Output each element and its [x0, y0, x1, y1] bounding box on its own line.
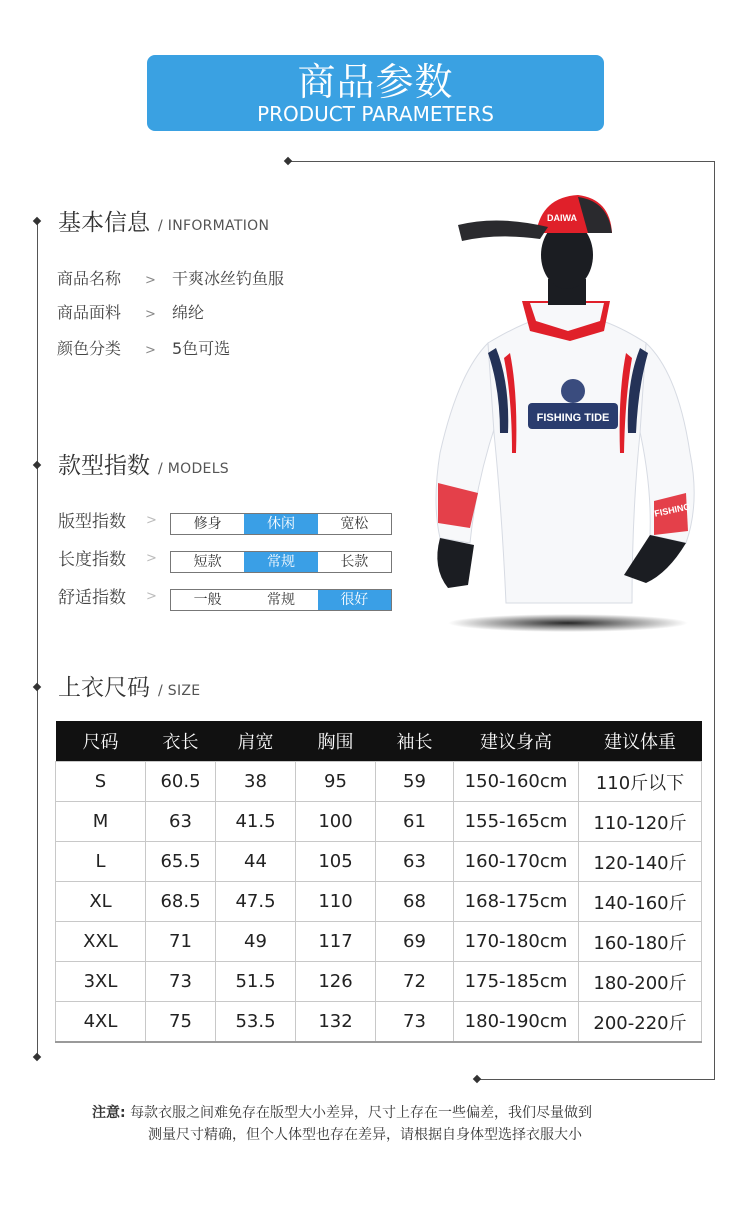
- table-cell: 49: [216, 922, 296, 962]
- frame-line-bottom: [478, 1079, 715, 1080]
- table-row: [56, 1002, 702, 1043]
- column-header: 衣长: [146, 721, 216, 762]
- table-cell: 75: [146, 1002, 216, 1043]
- model-option-selected: 很好: [318, 590, 391, 610]
- table-cell: 47.5: [216, 882, 296, 922]
- table-cell: 53.5: [216, 1002, 296, 1043]
- section-title-models: [58, 451, 229, 484]
- table-cell: S: [56, 762, 146, 802]
- note-label: 注意:: [92, 1105, 126, 1121]
- table-cell: 110斤以下: [579, 762, 702, 802]
- table-cell: 51.5: [216, 962, 296, 1002]
- info-value: 5色可选: [172, 339, 231, 358]
- table-cell: 126: [296, 962, 376, 1002]
- page-subtitle: PRODUCT PARAMETERS: [257, 102, 494, 126]
- model-option-selected: 常规: [244, 552, 317, 572]
- table-row: [56, 802, 702, 842]
- product-image: [418, 183, 718, 638]
- model-options: [170, 589, 392, 611]
- info-value: 绵纶: [172, 303, 205, 322]
- table-cell: 155-165cm: [454, 802, 579, 842]
- table-cell: 63: [146, 802, 216, 842]
- section-title-info: [58, 208, 269, 241]
- size-note: [92, 1102, 592, 1146]
- table-cell: 3XL: [56, 962, 146, 1002]
- table-cell: 72: [376, 962, 454, 1002]
- column-header: 袖长: [376, 721, 454, 762]
- chevron-right-icon: >: [145, 307, 156, 322]
- table-cell: 110: [296, 882, 376, 922]
- table-row: [56, 882, 702, 922]
- table-cell: 117: [296, 922, 376, 962]
- header-banner: [147, 55, 604, 131]
- table-cell: 4XL: [56, 1002, 146, 1043]
- table-cell: 63: [376, 842, 454, 882]
- model-option: 常规: [266, 592, 295, 608]
- info-label: 商品面料: [57, 303, 122, 322]
- table-cell: L: [56, 842, 146, 882]
- page-title: 商品参数: [297, 60, 454, 104]
- table-cell: XL: [56, 882, 146, 922]
- table-cell: 170-180cm: [454, 922, 579, 962]
- table-cell: 168-175cm: [454, 882, 579, 922]
- table-cell: 120-140斤: [579, 842, 702, 882]
- section-subtitle: / INFORMATION: [158, 218, 270, 234]
- section-title-text: 款型指数: [58, 453, 150, 479]
- model-label: 版型指数: [58, 512, 126, 532]
- table-cell: 150-160cm: [454, 762, 579, 802]
- note-line-2: 测量尺寸精确，但个人体型也存在差异，请根据自身体型选择衣服大小: [148, 1127, 582, 1143]
- table-cell: 60.5: [146, 762, 216, 802]
- table-cell: 132: [296, 1002, 376, 1043]
- model-options: [170, 513, 392, 535]
- chevron-right-icon: >: [145, 343, 156, 358]
- table-cell: 41.5: [216, 802, 296, 842]
- product-logo-text: FISHING TIDE: [536, 412, 610, 424]
- table-cell: 69: [376, 922, 454, 962]
- model-label: 长度指数: [58, 550, 126, 570]
- diamond-marker: [33, 1053, 41, 1061]
- size-table: [55, 721, 702, 1043]
- info-row: [57, 338, 230, 362]
- frame-line-left: [37, 222, 38, 1058]
- model-label: 舒适指数: [58, 588, 126, 608]
- column-header: 肩宽: [216, 721, 296, 762]
- model-options: [170, 551, 392, 573]
- table-cell: 160-170cm: [454, 842, 579, 882]
- table-cell: 73: [146, 962, 216, 1002]
- table-cell: 175-185cm: [454, 962, 579, 1002]
- table-cell: 71: [146, 922, 216, 962]
- table-row: [56, 842, 702, 882]
- diamond-marker: [473, 1075, 481, 1083]
- section-title-size: [58, 673, 200, 706]
- model-option: 一般: [193, 592, 222, 608]
- column-header: 建议身高: [454, 721, 579, 762]
- chevron-right-icon: >: [146, 513, 157, 528]
- table-cell: M: [56, 802, 146, 842]
- column-header: 尺码: [56, 721, 146, 762]
- info-label: 商品名称: [57, 269, 122, 288]
- section-subtitle: / MODELS: [158, 461, 229, 477]
- chevron-right-icon: >: [146, 551, 157, 566]
- table-cell: 180-190cm: [454, 1002, 579, 1043]
- table-cell: 110-120斤: [579, 802, 702, 842]
- chevron-right-icon: >: [146, 589, 157, 604]
- model-option: 修身: [193, 516, 222, 532]
- table-row: [56, 962, 702, 1002]
- info-label: 颜色分类: [57, 339, 122, 358]
- diamond-marker: [284, 157, 292, 165]
- table-cell: XXL: [56, 922, 146, 962]
- diamond-marker: [33, 683, 41, 691]
- model-option: 短款: [193, 554, 222, 570]
- table-row: [56, 762, 702, 802]
- table-cell: 95: [296, 762, 376, 802]
- table-cell: 68.5: [146, 882, 216, 922]
- table-cell: 65.5: [146, 842, 216, 882]
- model-option: 长款: [340, 554, 369, 570]
- table-cell: 180-200斤: [579, 962, 702, 1002]
- table-cell: 140-160斤: [579, 882, 702, 922]
- section-title-text: 上衣尺码: [58, 675, 150, 701]
- section-subtitle: / SIZE: [158, 683, 201, 699]
- table-cell: 61: [376, 802, 454, 842]
- model-option-selected: 休闲: [244, 514, 317, 534]
- table-row: [56, 922, 702, 962]
- table-cell: 100: [296, 802, 376, 842]
- table-cell: 105: [296, 842, 376, 882]
- table-cell: 68: [376, 882, 454, 922]
- table-cell: 160-180斤: [579, 922, 702, 962]
- table-cell: 200-220斤: [579, 1002, 702, 1043]
- frame-line-top: [290, 161, 715, 162]
- info-row: [57, 302, 204, 326]
- model-option: 宽松: [340, 516, 369, 532]
- sleeve-text: FISHING: [653, 501, 692, 519]
- table-header-row: [56, 721, 702, 762]
- info-row: [57, 268, 284, 292]
- column-header: 胸围: [296, 721, 376, 762]
- column-header: 建议体重: [579, 721, 702, 762]
- table-cell: 44: [216, 842, 296, 882]
- table-cell: 38: [216, 762, 296, 802]
- diamond-marker: [33, 461, 41, 469]
- info-value: 干爽冰丝钓鱼服: [172, 269, 285, 288]
- cap-brand-text: DAIWA: [547, 213, 577, 223]
- table-cell: 73: [376, 1002, 454, 1043]
- table-cell: 59: [376, 762, 454, 802]
- note-line-1: 每款衣服之间难免存在版型大小差异，尺寸上存在一些偏差，我们尽量做到: [130, 1105, 593, 1121]
- section-title-text: 基本信息: [58, 210, 150, 236]
- chevron-right-icon: >: [145, 273, 156, 288]
- diamond-marker: [33, 217, 41, 225]
